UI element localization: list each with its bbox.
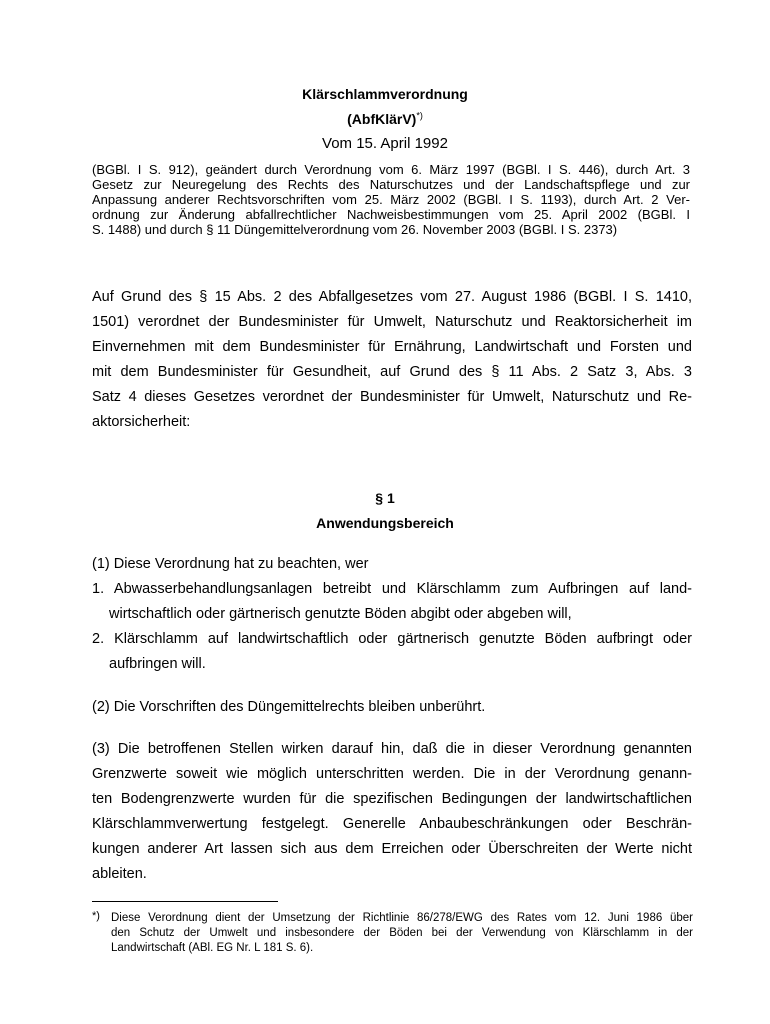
paragraph-1-intro: (1) Diese Verordnung hat zu beachten, wer	[92, 556, 369, 572]
footnote-line: Landwirtschaft (ABl. EG Nr. L 181 S. 6).	[111, 942, 314, 954]
paragraph-3-line: (3) Die betroffenen Stellen wirken darauf hin, daß die in dieser Verordnung genannten	[92, 741, 692, 757]
paragraph-3-line: ableiten.	[92, 866, 147, 882]
preamble-line: mit dem Bundesminister für Gesundheit, auf Grund des § 11 Abs. 2 Satz 3, Abs. 3	[92, 364, 692, 380]
paragraph-2: (2) Die Vorschriften des Düngemittelrechts bleiben unberührt.	[92, 699, 486, 715]
footnote-mark: *)	[92, 910, 100, 922]
list-item-1-continuation: wirtschaftlich oder gärtnerisch genutzte Böden abgibt oder abgeben will,	[109, 606, 572, 622]
amendment-line: (BGBl. I S. 912), geändert durch Verordnung vom 6. März 1997 (BGBl. I S. 446), durch Art. 3	[92, 162, 690, 177]
section-heading: Anwendungsbereich	[316, 515, 454, 531]
list-item-2-continuation: aufbringen will.	[109, 656, 206, 672]
preamble-line: 1501) verordnet der Bundesminister für Umwelt, Naturschutz und Reaktorsicherheit im	[92, 314, 692, 330]
paragraph-3-line: Klärschlammverwertung festgelegt. Generelle Anbaubeschränkungen oder Beschrän-	[92, 816, 692, 832]
list-item-2: 2. Klärschlamm auf landwirtschaftlich oder gärtnerisch genutzte Böden aufbringt oder	[92, 631, 692, 647]
footnote-line: den Schutz der Umwelt und insbesondere der Böden bei der Verwendung von Klärschlamm in der	[111, 927, 693, 939]
document-title: Klärschlammverordnung	[302, 86, 468, 102]
preamble-line: Auf Grund des § 15 Abs. 2 des Abfallgesetzes vom 27. August 1986 (BGBl. I S. 1410,	[92, 289, 692, 305]
document-date: Vom 15. April 1992	[322, 135, 448, 152]
paragraph-3-line: Grenzwerte soweit wie möglich unterschritten werden. Die in der Verordnung genann-	[92, 766, 692, 782]
document-abbreviation	[0, 111, 770, 127]
list-item-1: 1. Abwasserbehandlungsanlagen betreibt und Klärschlamm zum Aufbringen auf land-	[92, 581, 692, 597]
preamble-line: Satz 4 dieses Gesetzes verordnet der Bundesminister für Umwelt, Naturschutz und Re-	[92, 389, 692, 405]
amendment-line: ordnung zur Änderung abfallrechtlicher Nachweisbestimmungen vom 25. April 2002 (BGBl. I	[92, 207, 690, 222]
amendment-line: S. 1488) und durch § 11 Düngemittelverordnung vom 26. November 2003 (BGBl. I S. 2373)	[92, 222, 618, 237]
preamble-line: aktorsicherheit:	[92, 414, 191, 430]
amendment-note	[92, 162, 690, 237]
paragraph-3-line: kungen anderer Art lassen sich aus dem Erreichen oder Überschreiten der Werte nicht	[92, 841, 692, 857]
footnote-divider	[92, 901, 278, 902]
footnote-line: Diese Verordnung dient der Umsetzung der Richtlinie 86/278/EWG des Rates vom 12. Juni 1986 über	[111, 912, 693, 924]
paragraph-3-line: ten Bodengrenzwerte wurden für die spezifischen Bedingungen der landwirtschaftlichen	[92, 791, 692, 807]
amendment-line: Gesetz zur Neuregelung des Rechts des Naturschutzes und der Landschaftspflege und zur	[92, 177, 690, 192]
footnote-reference-mark: *)	[416, 110, 423, 121]
section-number: § 1	[375, 490, 395, 506]
preamble-line: Einvernehmen mit dem Bundesminister für Ernährung, Landwirtschaft und Forsten und	[92, 339, 692, 355]
amendment-line: Anpassung anderer Rechtsvorschriften vom 25. März 2002 (BGBl. I S. 1193), durch Art. 2 Ver-	[92, 192, 690, 207]
abbreviation-text: (AbfKlärV)	[347, 111, 417, 127]
